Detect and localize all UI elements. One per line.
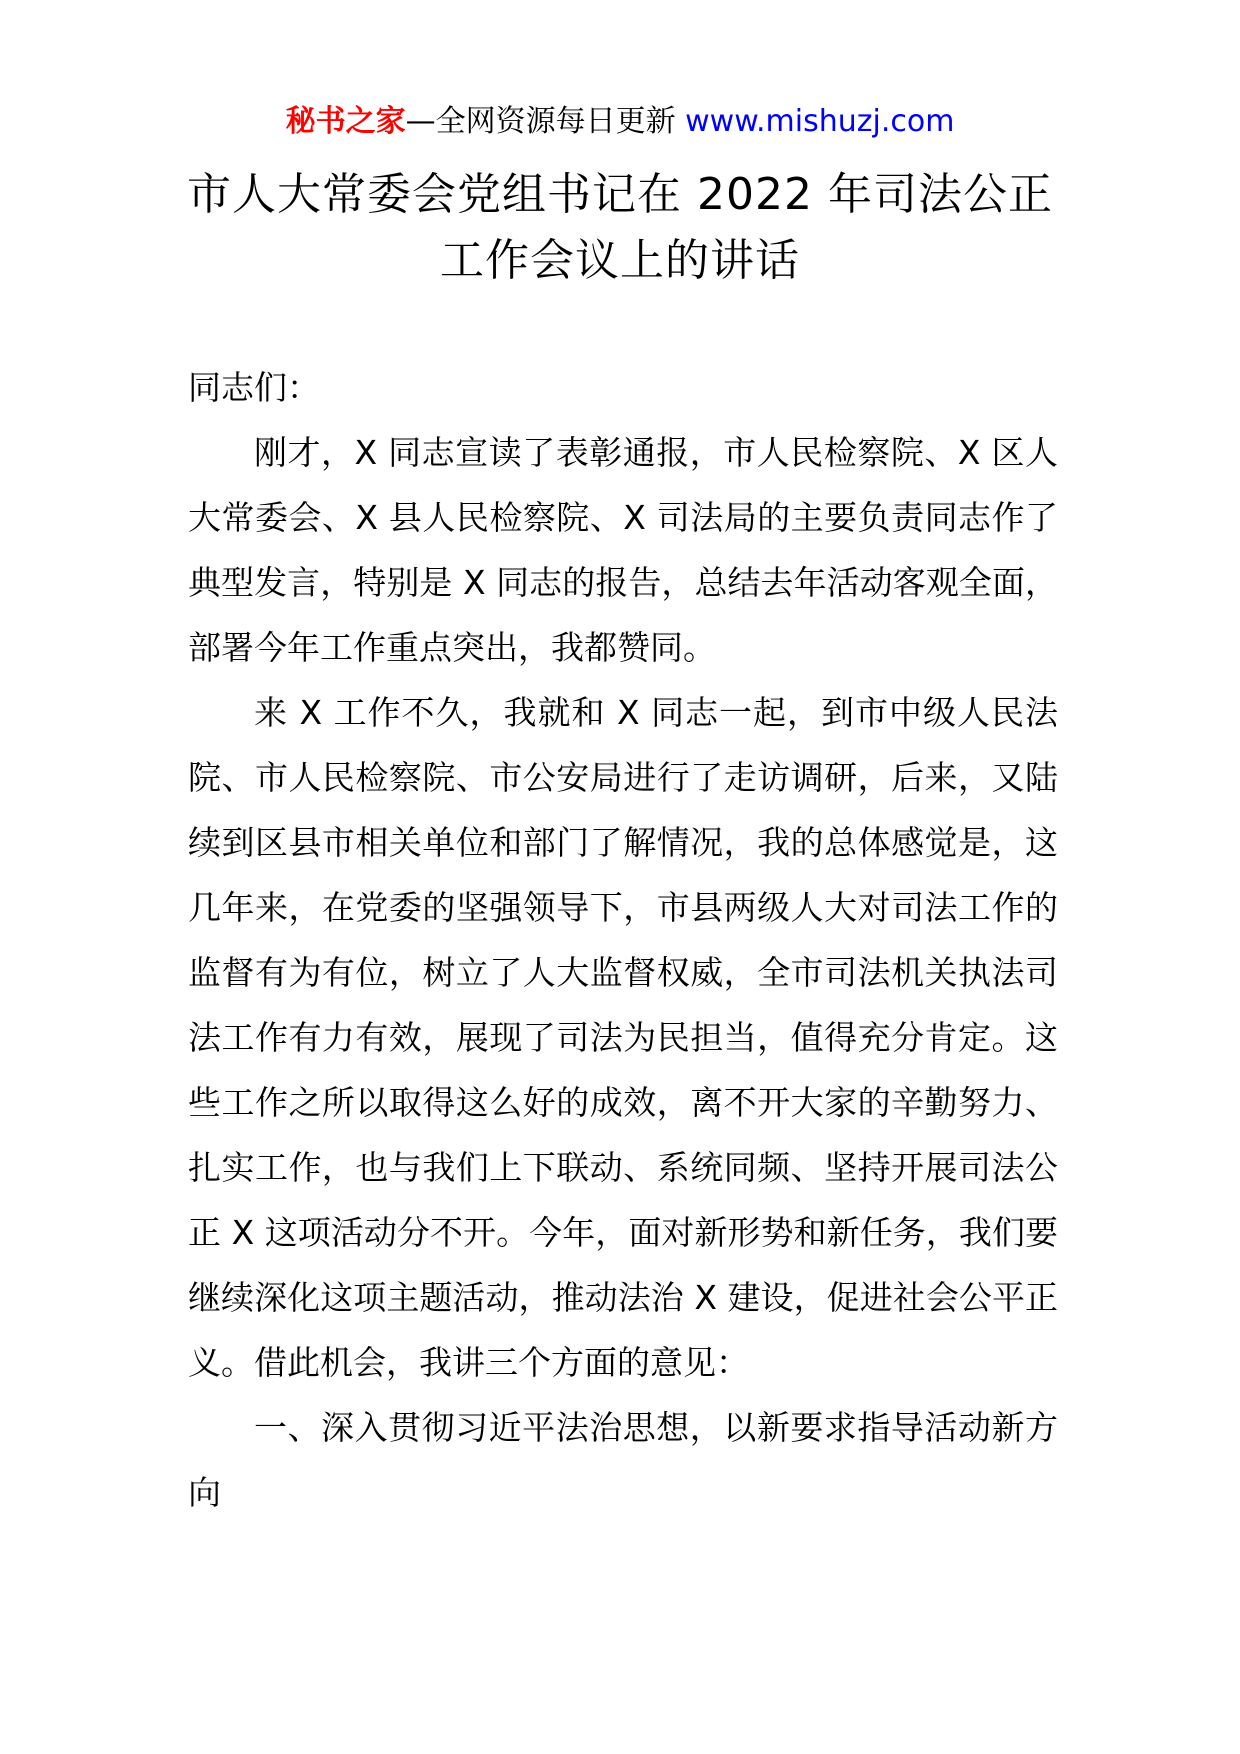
paragraph-2: 来 X 工作不久，我就和 X 同志一起，到市中级人民法院、市人民检察院、市公安局进行了走访调研，后来，又陆续到区县市相关单位和部门了解情况，我的总体感觉是，这几年来，在党委的坚强领导下，市县两级人大对司法工作的监督有为有位，树立了人大监督权威，全市司法机关执法司法工作有力有效，展现了司法为民担当，值得充分肯定。这些工作之所以取得这么好的成效，离不开大家的辛勤努力、扎实工作，也与我们上下联动、系统同频、坚持开展司法公正 X 这项活动分不开。今年，面对新形势和新任务，我们要继续深化这项主题活动，推动法治 X 建设，促进社会公平正义。借此机会，我讲三个方面的意见： (188, 693, 1058, 1382)
brand-name: 秘书之家 (285, 104, 406, 139)
title-line-2: 工作会议上的讲话 (440, 235, 800, 286)
title-line-1: 市人大常委会党组书记在 2022 年司法公正 (187, 169, 1053, 220)
brand-slogan: —全网资源每日更新 (405, 104, 676, 139)
section-heading-1: 一、深入贯彻习近平法治思想，以新要求指导活动新方向 (188, 1408, 1058, 1512)
greeting: 同志们： (188, 368, 320, 407)
document-body (188, 420, 1058, 1525)
site-url-link[interactable]: www.mishuzj.com (685, 104, 955, 139)
watermark-header (0, 102, 1240, 142)
paragraph-1: 刚才，X 同志宣读了表彰通报，市人民检察院、X 区人大常委会、X 县人民检察院、X 司法局的主要负责同志作了典型发言，特别是 X 同志的报告，总结去年活动客观全面，部署今年工作重点突出，我都赞同。 (188, 433, 1058, 667)
document-title (150, 162, 1090, 294)
